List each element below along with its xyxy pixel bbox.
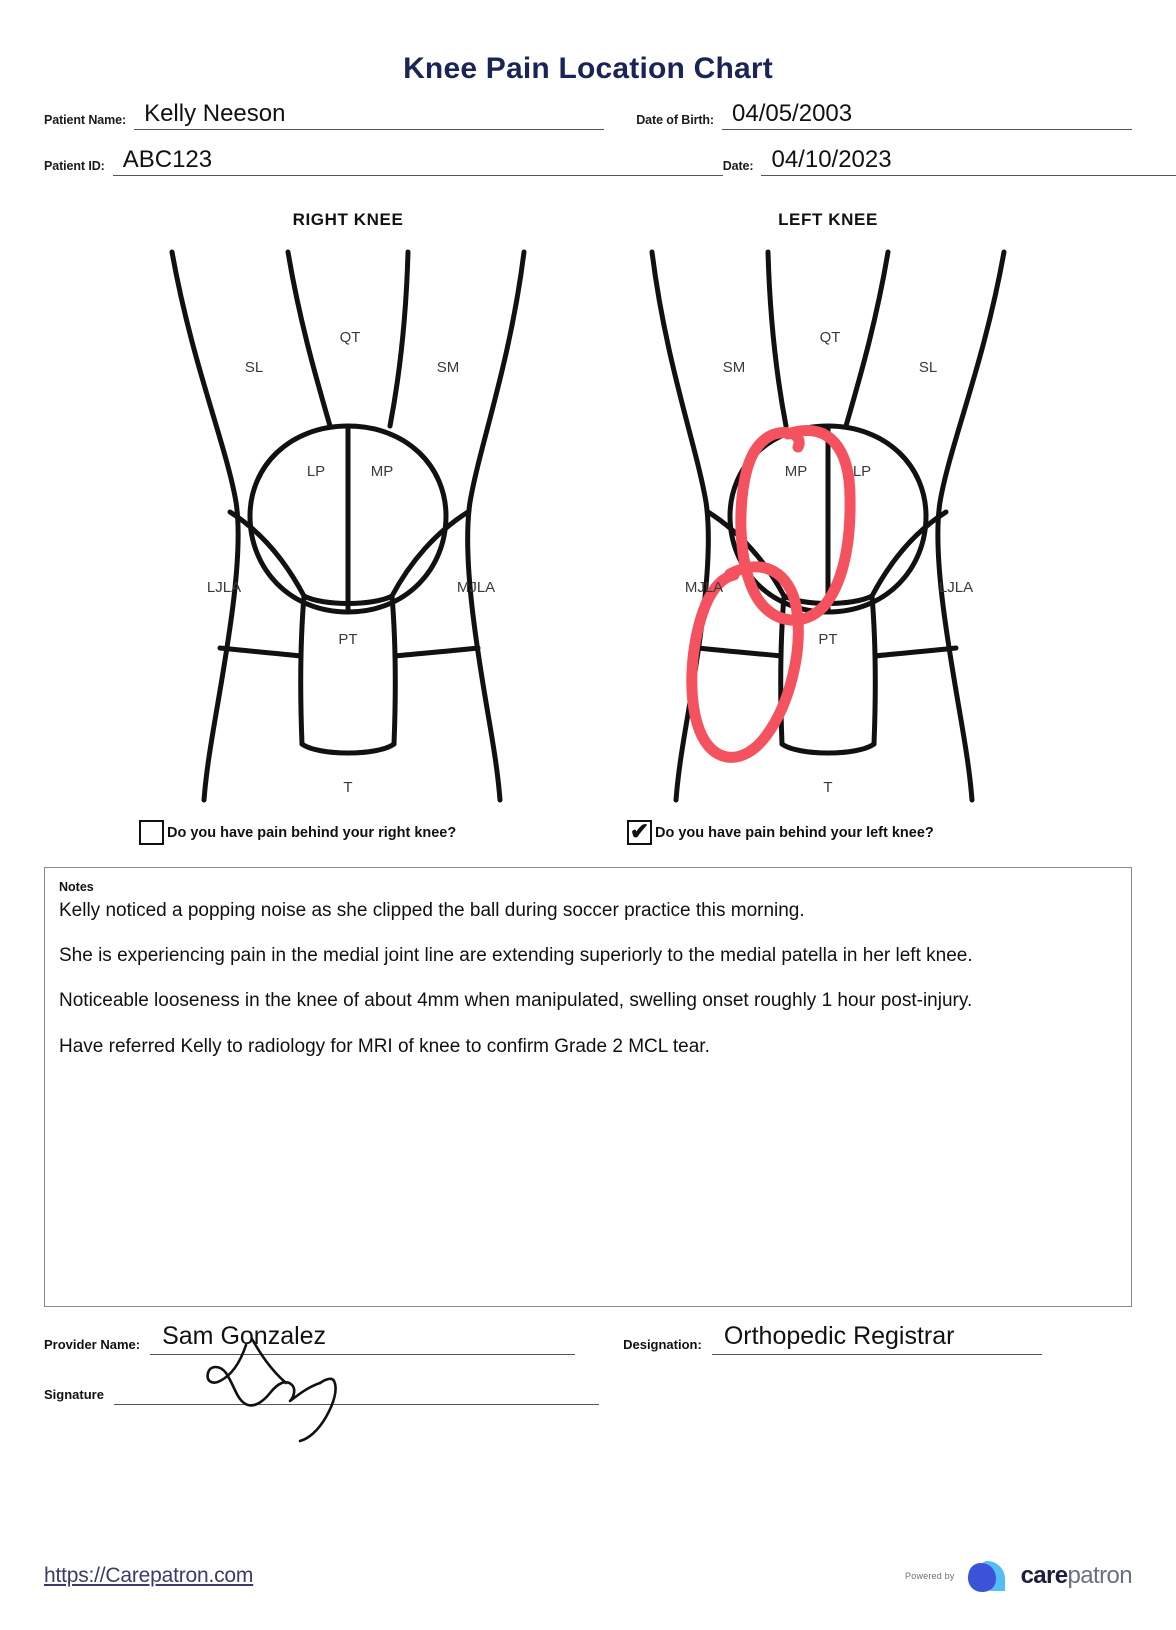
carepatron-logo-icon (965, 1558, 1011, 1594)
left-zone-pt: PT (818, 631, 838, 648)
brand-light-text: patron (1067, 1562, 1132, 1589)
left-zone-sl: SL (918, 359, 938, 376)
date-value: 04/10/2023 (771, 146, 892, 173)
left-zone-t: T (823, 779, 833, 796)
left-knee-checkbox[interactable] (627, 820, 652, 845)
provider-name-field[interactable] (44, 1323, 575, 1355)
right-zone-mjla: MJLA (456, 579, 496, 596)
carepatron-url-link[interactable]: https://Carepatron.com (44, 1564, 254, 1587)
designation-value: Orthopedic Registrar (723, 1322, 955, 1350)
right-zone-sm: SM (436, 359, 460, 376)
left-zone-qt: QT (819, 329, 841, 346)
left-zone-ljla: LJLA (938, 579, 974, 596)
powered-by-label: Powered by (905, 1571, 955, 1581)
date-field[interactable] (723, 146, 1176, 176)
notes-paragraph: Have referred Kelly to radiology for MRI of knee to confirm Grade 2 MCL tear. (59, 1035, 710, 1057)
left-knee-caption: LEFT KNEE (778, 210, 878, 229)
right-knee-diagram[interactable] (158, 244, 538, 804)
date-of-birth-value: 04/05/2003 (732, 100, 853, 127)
left-knee-diagram[interactable] (638, 244, 1018, 804)
left-knee-question-label: Do you have pain behind your left knee? (655, 824, 934, 841)
right-zone-lp: LP (306, 463, 326, 480)
signature-row (44, 1373, 1132, 1405)
right-zone-qt: QT (339, 329, 361, 346)
carepatron-branding (905, 1558, 1132, 1594)
provider-name-value: Sam Gonzalez (162, 1322, 327, 1350)
notes-paragraph: Kelly noticed a popping noise as she clipped the ball during soccer practice this morning. (59, 900, 805, 921)
patient-name-value: Kelly Neeson (144, 100, 286, 127)
patient-id-value: ABC123 (122, 146, 213, 173)
provider-name-input[interactable] (150, 1323, 575, 1355)
signature-input[interactable] (114, 1373, 599, 1405)
right-zone-mp: MP (370, 463, 394, 480)
date-of-birth-input[interactable] (722, 100, 1132, 130)
provider-section (44, 1323, 1132, 1405)
right-knee-question-label: Do you have pain behind your right knee? (167, 824, 457, 841)
left-knee-check-mark: ✔ (629, 818, 650, 844)
patient-row-2 (44, 146, 1132, 176)
patient-name-input[interactable] (134, 100, 604, 130)
patient-id-field[interactable] (44, 146, 723, 176)
provider-name-row (44, 1323, 1132, 1355)
designation-field[interactable] (623, 1323, 1042, 1355)
left-zone-lp: LP (852, 463, 872, 480)
notes-paragraph: Noticeable looseness in the knee of about 4mm when manipulated, swelling onset roughly 1 hour post-injury. (59, 990, 973, 1012)
left-zone-mp: MP (784, 463, 808, 480)
left-zone-sm: SM (722, 359, 746, 376)
right-zone-ljla: LJLA (206, 579, 242, 596)
right-zone-pt: PT (338, 631, 358, 648)
date-of-birth-label: Date of Birth: (636, 113, 714, 127)
pain-behind-knee-questions (0, 820, 1176, 845)
right-zone-t: T (343, 779, 353, 796)
date-label: Date: (722, 159, 754, 173)
page-footer (0, 1558, 1176, 1594)
date-of-birth-field[interactable] (636, 100, 1132, 130)
notes-label: Notes (59, 880, 94, 894)
designation-input[interactable] (712, 1323, 1042, 1355)
date-input[interactable] (761, 146, 1176, 176)
knee-diagrams-section (0, 210, 1176, 804)
left-zone-mjla: MJLA (684, 579, 724, 596)
notes-paragraph: She is experiencing pain in the medial joint line are extending superiorly to the medial patella in her left knee. (59, 945, 973, 967)
patient-name-label: Patient Name: (44, 113, 127, 127)
patient-id-label: Patient ID: (44, 159, 105, 173)
left-knee-block (618, 210, 1038, 804)
patient-row-1 (44, 100, 1132, 130)
right-knee-block (138, 210, 558, 804)
patient-id-input[interactable] (113, 146, 723, 176)
right-knee-checkbox[interactable] (139, 820, 164, 845)
brand-bold-text: care (1020, 1562, 1068, 1589)
right-knee-question-row (139, 820, 559, 845)
patient-info-section (0, 100, 1176, 176)
signature-label: Signature (44, 1387, 104, 1402)
signature-field[interactable] (44, 1373, 599, 1405)
carepatron-wordmark (1021, 1562, 1132, 1590)
right-zone-sl: SL (244, 359, 264, 376)
designation-label: Designation: (623, 1337, 702, 1352)
left-knee-question-row (617, 820, 1037, 845)
notes-section[interactable] (44, 867, 1132, 1307)
right-knee-caption: RIGHT KNEE (292, 210, 404, 229)
patient-name-field[interactable] (44, 100, 604, 130)
provider-name-label: Provider Name: (44, 1337, 141, 1352)
page-title: Knee Pain Location Chart (403, 52, 773, 85)
